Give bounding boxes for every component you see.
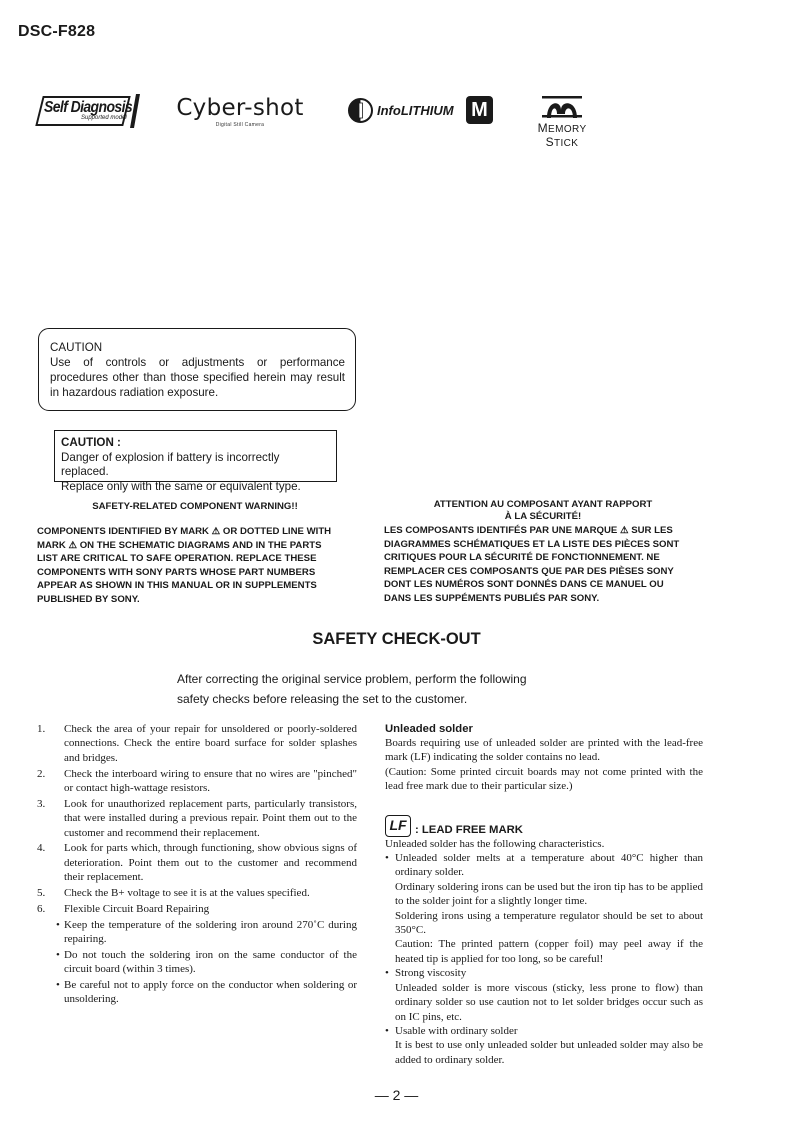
warning-fr-line: CRITIQUES POUR LA SÉCURITÉ DE FONCTIONNEMENT. NE xyxy=(384,552,660,563)
memory-stick-wordmark: MEMORY STICK xyxy=(537,121,587,149)
lead-free-intro: Unleaded solder has the following characteristics. xyxy=(385,837,605,850)
list-item-detail: It is best to use only unleaded solder but unleaded solder may also be added to ordinary solder. xyxy=(395,1039,703,1066)
infolithium-m-badge: M xyxy=(466,96,493,124)
list-item: 3. Look for unauthorized replacement parts, particularly transistors, that were installed during a previous repair. Point them out to the customer and recommend their replacement. xyxy=(37,797,357,839)
model-number: DSC-F828 xyxy=(18,23,96,40)
cybershot-tagline: Digital Still Camera xyxy=(215,122,265,128)
unleaded-para2: (Caution: Some printed circuit boards may not come printed with the lead free mark due to their particular size.) xyxy=(385,765,703,793)
self-diagnosis-logo xyxy=(35,94,139,128)
warning-fr-line: DIAGRAMMES SCHÉMATIQUES ET LA LISTE DES PIÈCES SONT xyxy=(384,538,680,550)
sub-bullet: • Do not touch the soldering iron on the same conductor of the circuit board (within 3 times). xyxy=(56,948,357,976)
cybershot-wordmark: Cyber-shot xyxy=(176,95,304,121)
warning-fr-line: DONT LES NUMÉROS SONT DONNÉS DANS CE MANUEL OU xyxy=(384,579,664,590)
list-item: 2. Check the interboard wiring to ensure that no wires are "pinched" or contact high-wattage resistors. xyxy=(37,767,357,795)
sub-bullet: • Keep the temperature of the soldering iron around 270˚C during repairing. xyxy=(56,918,357,946)
self-diagnosis-subtitle: Supported model xyxy=(81,115,127,121)
list-item: 4. Look for parts which, through functioning, show obvious signs of deterioration. Point them out to the customer and recommend their replacement. xyxy=(37,842,357,884)
warning-fr-line: LES COMPOSANTS IDENTIFÉS PAR UNE MARQUE ⚠ SUR LES xyxy=(384,525,673,536)
caution-battery-line1: Danger of explosion if battery is incorrectly replaced. xyxy=(61,450,280,478)
warning-en-body xyxy=(37,525,355,606)
infolithium-wordmark: InfoLITHIUM xyxy=(377,103,454,118)
caution-radiation-body: Use of controls or adjustments or performance procedures other than those specified herein may result in hazardous radiation exposure. xyxy=(50,356,345,399)
caution-battery-box xyxy=(54,430,337,493)
lead-free-heading xyxy=(385,815,703,837)
warning-fr-line: DANS LES SUPPÉMENTS PUBLIÉS PAR SONY. xyxy=(384,592,600,604)
lead-free-icon: LF xyxy=(385,815,411,837)
list-item-detail: Ordinary soldering irons can be used but the iron tip has to be applied to the solder joint for a slightly longer time. xyxy=(395,880,703,908)
caution-radiation-box xyxy=(38,328,356,411)
self-diagnosis-title: Self Diagnosis xyxy=(44,96,133,116)
unleaded-solder-section xyxy=(385,722,703,1067)
safety-intro: After correcting the original service problem, perform the following safety checks before releasing the set to the customer. xyxy=(177,672,527,706)
list-item: • Usable with ordinary solder xyxy=(385,1024,518,1037)
self-diagnosis-slash-icon xyxy=(130,94,140,128)
safety-checklist xyxy=(37,722,357,1008)
warning-fr-title: ATTENTION AU COMPOSANT AYANT RAPPORT À LA SÉCURITÉ! xyxy=(433,499,653,522)
warning-en-line: APPEAR AS SHOWN IN THIS MANUAL OR IN SUPPLEMENTS xyxy=(37,580,317,591)
warning-en-title: SAFETY-RELATED COMPONENT WARNING!! xyxy=(92,501,298,512)
warning-fr-body xyxy=(384,524,704,605)
cybershot-logo xyxy=(166,95,314,131)
unleaded-title: Unleaded solder xyxy=(385,723,473,735)
list-item-detail: Unleaded solder is more viscous (sticky, less prone to flow) than ordinary solder so use caution not to let solder bridges occur such as on IC pins, etc. xyxy=(395,981,703,1023)
caution-battery-line2: Replace only with the same or equivalent type. xyxy=(61,479,301,493)
warning-en-line: PUBLISHED BY SONY. xyxy=(37,593,140,605)
warning-en-line: LIST ARE CRITICAL TO SAFE OPERATION. REPLACE THESE xyxy=(37,553,317,564)
warning-en-line: COMPONENTS IDENTIFIED BY MARK ⚠ OR DOTTED LINE WITH xyxy=(37,526,332,537)
warning-en-line: MARK ⚠ ON THE SCHEMATIC DIAGRAMS AND IN THE PARTS xyxy=(37,539,322,551)
caution-battery-title: CAUTION : xyxy=(61,436,121,449)
memory-stick-icon xyxy=(539,94,585,120)
list-item: 6. Flexible Circuit Board Repairing xyxy=(37,902,210,915)
list-item-detail: Caution: The printed pattern (copper foil) may peel away if the heated tip is applied for too long, so be careful! xyxy=(395,938,703,965)
infolithium-logo xyxy=(347,96,497,126)
list-item: 5. Check the B+ voltage to see it is at the values specified. xyxy=(37,887,310,900)
section-title: SAFETY CHECK-OUT xyxy=(312,630,481,648)
page-number: — 2 — xyxy=(374,1087,419,1103)
caution-radiation-title: CAUTION xyxy=(50,341,103,354)
list-item: • Strong viscosity xyxy=(385,967,467,980)
list-item-detail: Soldering irons using a temperature regulator should be set to about 350°C. xyxy=(395,909,703,937)
list-item: • Unleaded solder melts at a temperature about 40°C higher than ordinary solder. xyxy=(385,852,703,879)
list-item: 1. Check the area of your repair for unsoldered or poorly-soldered connections. Check the entire board surface for solder splashes and bridges. xyxy=(37,723,357,764)
info-circle-icon xyxy=(347,97,374,124)
memory-stick-logo xyxy=(520,94,604,149)
warning-fr-line: REMPLACER CES COMPOSANTS QUE PAR DES PIÈSES SONY xyxy=(384,565,674,577)
lead-free-title: : LEAD FREE MARK xyxy=(415,823,523,836)
unleaded-para1: Boards requiring use of unleaded solder are printed with the lead-free mark (LF) indicating the solder contains no lead. xyxy=(385,737,703,764)
warning-en-line: COMPONENTS WITH SONY PARTS WHOSE PART NUMBERS xyxy=(37,566,316,578)
sub-bullet: • Be careful not to apply force on the conductor when soldering or unsoldering. xyxy=(56,979,357,1006)
